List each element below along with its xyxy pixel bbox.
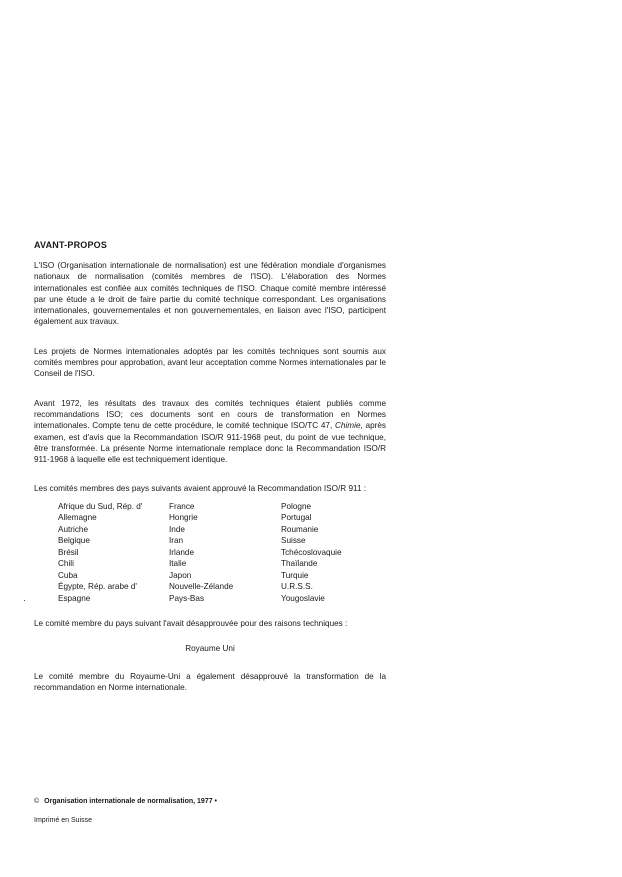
paragraph-draft-standards: Les projets de Normes internationales adoptés par les comités techniques sont soumis aux comités membres pour approbation, avant leur acceptation comme Normes internationales par le Conseil de l'ISO. [34, 346, 386, 379]
country-item: Belgique [58, 536, 90, 546]
country-item: Cuba [58, 570, 78, 580]
paragraph-history [34, 398, 386, 466]
paragraph-iso-intro: L'ISO (Organisation internationale de normalisation) est une fédération mondiale d'organismes nationaux de normalisation (comités membres de l'ISO). L'élaboration des Normes internationales est confiée aux comités techniques de l'ISO. Chaque comité membre intéressé par une étude a le droit de faire partie du comité technique correspondant. Les organisations internationales, gouvernementales et non gouvernementales, en liaison avec l'ISO, participent également aux travaux. [34, 261, 386, 327]
printed-in-line: Imprimé en Suisse [34, 817, 92, 824]
country-item: Tchécoslovaquie [281, 547, 342, 557]
country-item: U.R.S.S. [281, 582, 313, 592]
country-item: Hongrie [169, 513, 198, 523]
page-speck [24, 600, 25, 601]
country-item: Japon [169, 570, 192, 580]
country-item: Allemagne [58, 513, 97, 523]
country-item: Chili [58, 559, 74, 569]
history-committee-name: Chimie [335, 421, 361, 431]
foreword-section [34, 240, 386, 711]
approving-countries-list [58, 501, 386, 605]
country-item: Afrique du Sud, Rép. d' [58, 501, 143, 511]
country-item: France [169, 501, 195, 511]
paragraph-approvals: Les comités membres des pays suivants avaient approuvé la Recommandation ISO/R 911 : [34, 484, 367, 494]
country-item: Iran [169, 536, 184, 546]
copyright-line [34, 798, 217, 805]
country-item: Nouvelle-Zélande [169, 582, 234, 592]
country-item: Turquie [281, 570, 309, 580]
country-item: Italie [169, 559, 187, 569]
country-item: Pologne [281, 501, 312, 511]
countries-column-2 [169, 501, 281, 605]
country-item: Portugal [281, 513, 312, 523]
countries-column-1 [58, 501, 169, 605]
paragraph-disapproval: Le comité membre du pays suivant l'avait désapprouvée pour des raisons techniques : [34, 619, 348, 629]
copyright-text: Organisation internationale de normalisation, 1977 • [44, 798, 217, 805]
paragraph-uk-disapproval: Le comité membre du Royaume-Uni a également désapprouvé la transformation de la recommandation en Norme internationale. [34, 671, 386, 692]
country-item: Irlande [169, 547, 195, 557]
country-item: Égypte, Rép. arabe d' [58, 582, 137, 592]
history-text-after: , après examen, est d'avis que la Recommandation ISO/R 911-1968 peut, du point de vue technique, être transformée. La présente Norme internationale remplace donc la Recommandation ISO/R 911-1968 à laquelle elle est techniquement identique. [34, 421, 387, 465]
foreword-heading: AVANT-PROPOS [34, 240, 108, 250]
countries-column-3 [281, 501, 391, 605]
copyright-symbol: © [34, 798, 40, 805]
country-item: Inde [169, 524, 185, 534]
country-item: Brésil [58, 547, 79, 557]
country-item: Roumanie [281, 524, 319, 534]
history-text-before: Avant 1972, les résultats des travaux des comités techniques étaient publiés comme recommandations ISO; ces documents sont en cours de transformation en Normes internationales. Compte tenu de cette procédure, le comité technique ISO/TC 47, [34, 398, 386, 431]
country-item: Yougoslavie [281, 593, 325, 603]
country-item: Pays-Bas [169, 593, 205, 603]
country-item: Espagne [58, 593, 91, 603]
dissenting-country: Royaume Uni [185, 643, 235, 653]
country-item: Thaïlande [281, 559, 318, 569]
country-item: Autriche [58, 524, 89, 534]
country-item: Suisse [281, 536, 306, 546]
